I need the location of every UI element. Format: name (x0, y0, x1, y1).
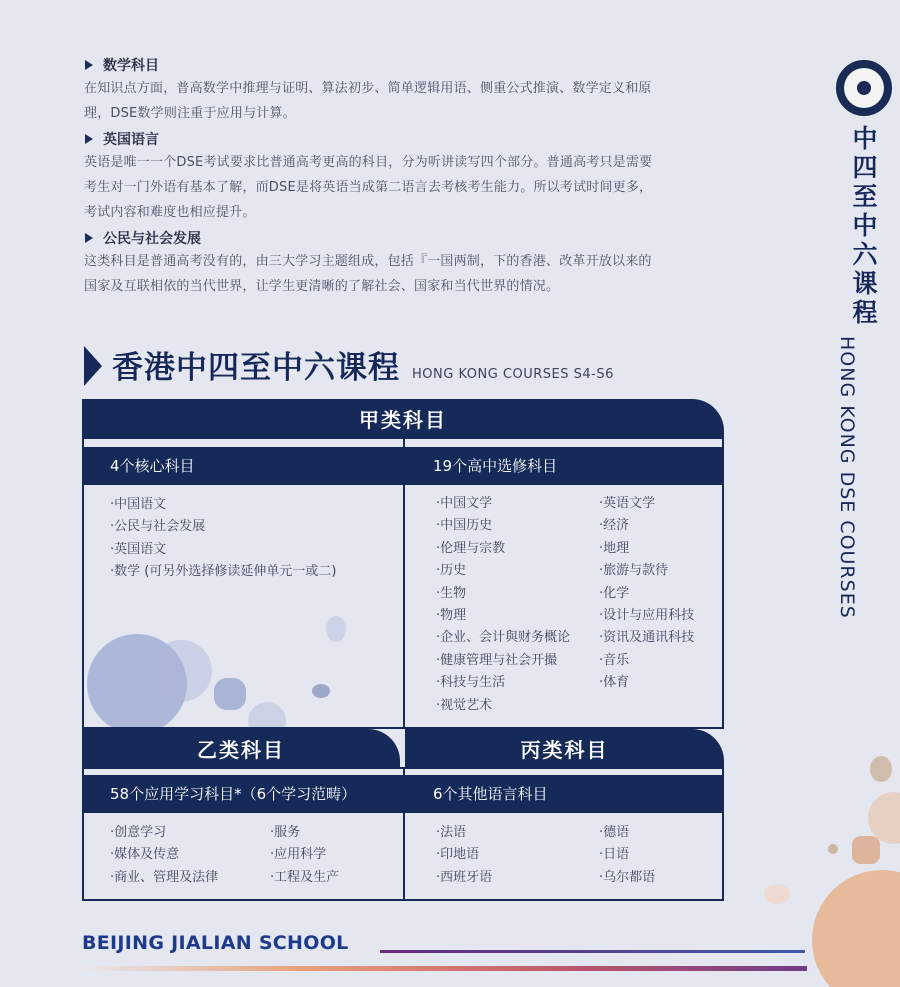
list-item: ·伦理与宗教 (436, 540, 506, 556)
side-title-char: 四 (852, 153, 878, 182)
side-title-char: 中 (852, 211, 878, 240)
list-item: ·生物 (436, 585, 467, 601)
core-subjects-list (110, 494, 336, 584)
list-item: ·旅游与款待 (599, 563, 669, 579)
applied-subjects-label: 58个应用学习科目*（6个学习范畴） (82, 775, 405, 813)
footer-line-top (380, 950, 805, 953)
list-item: ·中国语文 (110, 497, 167, 512)
title-english: HONG KONG COURSES S4-S6 (412, 367, 614, 382)
list-item: ·印地语 (436, 847, 480, 863)
list-item: ·设计与应用科技 (599, 608, 695, 624)
elective-subjects-label: 19个高中选修科目 (405, 447, 724, 485)
list-item: ·数学 (可另外选择修读延伸单元一或二) (110, 564, 337, 580)
list-item: ·西班牙语 (436, 869, 493, 885)
side-title-char: 六 (852, 240, 878, 269)
side-title-char: 至 (852, 182, 878, 211)
list-item: ·历史 (436, 563, 467, 579)
list-item: ·服务 (270, 825, 301, 840)
list-item: ·创意学习 (110, 825, 167, 840)
category-a-header: 甲类科目 (82, 399, 724, 439)
list-item: ·媒体及传意 (110, 847, 180, 863)
list-item: ·中国文学 (436, 496, 493, 511)
bullet-triangle-icon (85, 60, 93, 70)
side-title-char: 课 (852, 269, 878, 298)
decor-peach-bubble (764, 884, 790, 904)
bullet-triangle-icon (85, 134, 93, 144)
page-title (84, 340, 614, 390)
list-item: ·科技与生活 (436, 675, 506, 691)
list-item: ·资讯及通讯科技 (599, 630, 695, 646)
list-item: ·物理 (436, 608, 467, 624)
list-item: ·化学 (599, 585, 630, 601)
applied-list-col2 (270, 822, 339, 889)
decor-peach-small (852, 836, 880, 864)
list-item: ·健康管理与社会开撮 (436, 652, 558, 668)
logo-core (857, 81, 871, 95)
title-chinese: 香港中四至中六课程 (112, 350, 400, 386)
side-title-char: 中 (852, 124, 878, 153)
list-item: ·法语 (436, 825, 467, 840)
side-title-char: 程 (852, 298, 878, 327)
list-item: ·中国历史 (436, 518, 493, 534)
applied-list-col1 (110, 822, 218, 889)
course-table (82, 399, 724, 901)
footer-line-bottom (82, 966, 807, 971)
section-body-english: 英语是唯一一个DSE考试要求比普通高考更高的科目，分为听讲读写四个部分。普通高考只是需要 考生对一门外语有基本了解，而DSE是将英语当成第二语言去考核考生能力。所以考试时间更多， 考试内容和难度也相应提升。 (84, 155, 653, 220)
section-body-citizenship: 这类科目是普通高考没有的，由三大学习主题组成，包括『一国两制，下的香港、改革开放以来的 国家及互联相依的当代世界，让学生更清晰的了解社会、国家和当代世界的情况。 (84, 254, 652, 294)
section-heading-math: 数学科目 (84, 54, 734, 76)
list-item: ·音乐 (599, 652, 630, 668)
list-item: ·企业、会计與财务概论 (436, 630, 571, 646)
list-item: ·乌尔都语 (599, 869, 656, 885)
side-title-chinese (848, 124, 882, 327)
side-title-english: HONG KONG DSE COURSES (836, 336, 858, 619)
footer-school-name: BEIJING JIALIAN SCHOOL (82, 932, 349, 954)
list-item: ·体育 (599, 675, 630, 691)
section-body-math: 在知识点方面，普高数学中推理与证明、算法初步、简单逻辑用语、侧重公式推演、数学定义和原 理，DSE数学则注重于应用与计算。 (84, 81, 652, 121)
decor-peach-big (812, 870, 900, 987)
list-item: ·公民与社会发展 (110, 519, 206, 535)
section-heading-english: 英国语言 (84, 128, 734, 150)
list-item: ·应用科学 (270, 847, 327, 863)
list-item: ·经济 (599, 518, 630, 534)
decor-peach-leaf (828, 844, 838, 854)
bullet-triangle-icon (85, 233, 93, 243)
list-item: ·日语 (599, 847, 630, 863)
section-heading-citizenship: 公民与社会发展 (84, 227, 734, 249)
elective-list-col2 (599, 493, 694, 695)
list-item: ·视觉艺术 (436, 697, 493, 713)
list-item: ·德语 (599, 825, 630, 840)
elective-list-col1 (436, 493, 570, 717)
list-item: ·英语文学 (599, 496, 656, 511)
list-item: ·地理 (599, 540, 630, 556)
category-c-header: 丙类科目 (405, 729, 724, 769)
list-item: ·英国语文 (110, 541, 167, 557)
list-item: ·工程及生产 (270, 869, 340, 885)
decor-peach-dot (870, 756, 892, 782)
language-list-col1 (436, 822, 492, 889)
language-list-col2 (599, 822, 655, 889)
language-subjects-label: 6个其他语言科目 (405, 775, 724, 813)
category-b-header: 乙类科目 (82, 729, 400, 769)
core-subjects-label: 4个核心科目 (82, 447, 405, 485)
logo-ring (844, 68, 884, 108)
intro (84, 52, 734, 299)
list-item: ·商业、管理及法律 (110, 869, 219, 885)
title-arrow-icon (84, 346, 102, 386)
school-logo-icon (836, 60, 892, 116)
